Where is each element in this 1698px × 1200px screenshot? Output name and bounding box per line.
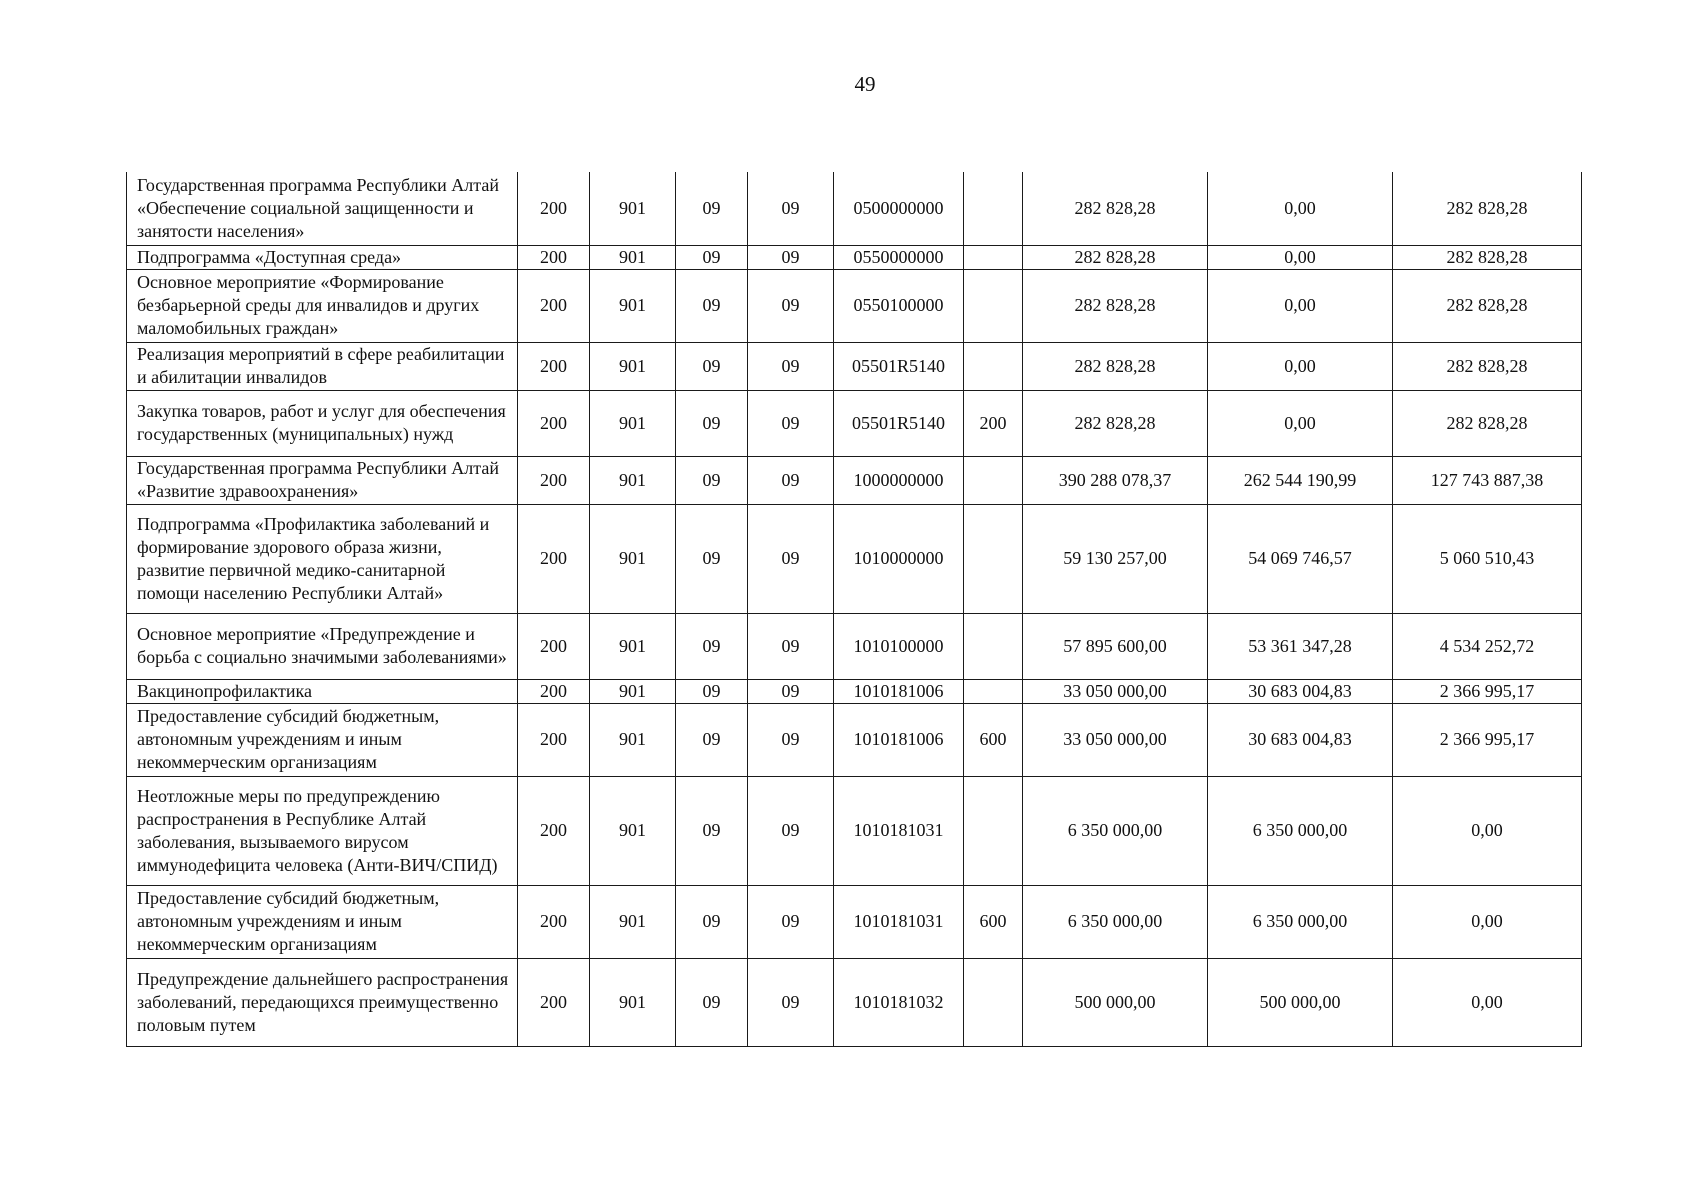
row-name: Государственная программа Республики Алтай «Развитие здравоохранения» [127, 456, 518, 504]
table-row [127, 613, 1582, 679]
row-expense-type [964, 342, 1023, 390]
row-code-2: 901 [590, 958, 676, 1046]
row-code-3: 09 [676, 269, 748, 342]
row-name: Подпрограмма «Профилактика заболеваний и формирование здорового образа жизни, развитие первичной медико-санитарной помощи населению Республики Алтай» [127, 504, 518, 613]
row-code-4: 09 [748, 504, 834, 613]
table-row [127, 679, 1582, 703]
row-code-2: 901 [590, 885, 676, 958]
row-sum-2: 53 361 347,28 [1208, 613, 1393, 679]
row-expense-type [964, 245, 1023, 269]
row-code-3: 09 [676, 958, 748, 1046]
row-code-2: 901 [590, 456, 676, 504]
table-row [127, 885, 1582, 958]
row-sum-2: 54 069 746,57 [1208, 504, 1393, 613]
row-code-2: 901 [590, 342, 676, 390]
table-row [127, 456, 1582, 504]
row-name: Закупка товаров, работ и услуг для обеспечения государственных (муниципальных) нужд [127, 390, 518, 456]
row-sum-2: 6 350 000,00 [1208, 776, 1393, 885]
row-target-article: 1010181031 [834, 885, 964, 958]
row-sum-2: 0,00 [1208, 342, 1393, 390]
row-code-1: 200 [518, 504, 590, 613]
row-target-article: 1010181006 [834, 703, 964, 776]
row-code-2: 901 [590, 245, 676, 269]
row-expense-type [964, 456, 1023, 504]
table-row [127, 245, 1582, 269]
row-sum-1: 59 130 257,00 [1023, 504, 1208, 613]
table-row [127, 342, 1582, 390]
row-code-2: 901 [590, 776, 676, 885]
row-expense-type [964, 504, 1023, 613]
row-code-4: 09 [748, 703, 834, 776]
row-code-2: 901 [590, 390, 676, 456]
row-code-4: 09 [748, 456, 834, 504]
row-target-article: 1010000000 [834, 504, 964, 613]
row-code-2: 901 [590, 172, 676, 245]
row-sum-2: 0,00 [1208, 245, 1393, 269]
row-code-4: 09 [748, 776, 834, 885]
row-code-1: 200 [518, 245, 590, 269]
row-code-4: 09 [748, 172, 834, 245]
row-name: Основное мероприятие «Формирование безбарьерной среды для инвалидов и других маломобильных граждан» [127, 269, 518, 342]
row-expense-type [964, 613, 1023, 679]
row-code-3: 09 [676, 456, 748, 504]
row-sum-3: 5 060 510,43 [1393, 504, 1582, 613]
row-name: Государственная программа Республики Алтай «Обеспечение социальной защищенности и занятости населения» [127, 172, 518, 245]
row-code-1: 200 [518, 885, 590, 958]
row-code-4: 09 [748, 613, 834, 679]
row-code-4: 09 [748, 679, 834, 703]
row-code-3: 09 [676, 679, 748, 703]
row-name: Реализация мероприятий в сфере реабилитации и абилитации инвалидов [127, 342, 518, 390]
row-sum-2: 500 000,00 [1208, 958, 1393, 1046]
row-target-article: 1010181006 [834, 679, 964, 703]
row-sum-1: 33 050 000,00 [1023, 703, 1208, 776]
table-row [127, 776, 1582, 885]
row-target-article: 1010181032 [834, 958, 964, 1046]
row-sum-2: 262 544 190,99 [1208, 456, 1393, 504]
table-row [127, 172, 1582, 245]
row-sum-2: 6 350 000,00 [1208, 885, 1393, 958]
row-code-1: 200 [518, 613, 590, 679]
row-code-4: 09 [748, 269, 834, 342]
row-sum-3: 0,00 [1393, 958, 1582, 1046]
row-sum-2: 30 683 004,83 [1208, 679, 1393, 703]
row-code-1: 200 [518, 269, 590, 342]
row-expense-type [964, 776, 1023, 885]
row-sum-2: 0,00 [1208, 390, 1393, 456]
row-name: Подпрограмма «Доступная среда» [127, 245, 518, 269]
row-code-4: 09 [748, 390, 834, 456]
row-code-3: 09 [676, 504, 748, 613]
row-sum-1: 500 000,00 [1023, 958, 1208, 1046]
row-target-article: 0550000000 [834, 245, 964, 269]
row-sum-3: 0,00 [1393, 776, 1582, 885]
row-code-1: 200 [518, 456, 590, 504]
row-sum-1: 390 288 078,37 [1023, 456, 1208, 504]
row-expense-type [964, 958, 1023, 1046]
row-expense-type: 200 [964, 390, 1023, 456]
row-sum-3: 282 828,28 [1393, 245, 1582, 269]
row-sum-3: 0,00 [1393, 885, 1582, 958]
row-target-article: 05501R5140 [834, 342, 964, 390]
row-expense-type: 600 [964, 703, 1023, 776]
row-name: Неотложные меры по предупреждению распространения в Республике Алтай заболевания, вызываемого вирусом иммунодефицита человека (Анти-ВИЧ/СПИД) [127, 776, 518, 885]
row-code-3: 09 [676, 172, 748, 245]
row-name: Предоставление субсидий бюджетным, автономным учреждениям и иным некоммерческим организациям [127, 703, 518, 776]
row-code-3: 09 [676, 245, 748, 269]
row-code-1: 200 [518, 390, 590, 456]
row-code-1: 200 [518, 703, 590, 776]
row-sum-3: 282 828,28 [1393, 390, 1582, 456]
row-target-article: 1000000000 [834, 456, 964, 504]
row-sum-1: 6 350 000,00 [1023, 776, 1208, 885]
row-code-1: 200 [518, 172, 590, 245]
row-code-2: 901 [590, 269, 676, 342]
row-expense-type [964, 172, 1023, 245]
row-code-3: 09 [676, 703, 748, 776]
row-code-2: 901 [590, 504, 676, 613]
row-code-1: 200 [518, 342, 590, 390]
row-sum-2: 30 683 004,83 [1208, 703, 1393, 776]
row-sum-1: 33 050 000,00 [1023, 679, 1208, 703]
row-target-article: 1010100000 [834, 613, 964, 679]
row-expense-type [964, 269, 1023, 342]
row-code-1: 200 [518, 958, 590, 1046]
row-sum-3: 4 534 252,72 [1393, 613, 1582, 679]
row-code-4: 09 [748, 342, 834, 390]
table-row [127, 269, 1582, 342]
row-sum-1: 6 350 000,00 [1023, 885, 1208, 958]
row-target-article: 0500000000 [834, 172, 964, 245]
row-code-3: 09 [676, 342, 748, 390]
row-sum-3: 282 828,28 [1393, 342, 1582, 390]
row-code-4: 09 [748, 958, 834, 1046]
row-sum-1: 57 895 600,00 [1023, 613, 1208, 679]
row-sum-3: 2 366 995,17 [1393, 703, 1582, 776]
row-code-1: 200 [518, 776, 590, 885]
table-row [127, 504, 1582, 613]
row-code-2: 901 [590, 613, 676, 679]
row-expense-type: 600 [964, 885, 1023, 958]
table-row [127, 390, 1582, 456]
row-sum-2: 0,00 [1208, 172, 1393, 245]
row-sum-1: 282 828,28 [1023, 172, 1208, 245]
row-code-3: 09 [676, 613, 748, 679]
row-sum-1: 282 828,28 [1023, 390, 1208, 456]
row-target-article: 1010181031 [834, 776, 964, 885]
row-sum-2: 0,00 [1208, 269, 1393, 342]
row-sum-1: 282 828,28 [1023, 245, 1208, 269]
page-number: 49 [854, 72, 876, 96]
budget-table-body [127, 172, 1582, 1046]
table-row [127, 958, 1582, 1046]
row-code-4: 09 [748, 245, 834, 269]
row-sum-1: 282 828,28 [1023, 269, 1208, 342]
row-target-article: 0550100000 [834, 269, 964, 342]
row-code-2: 901 [590, 703, 676, 776]
row-sum-3: 282 828,28 [1393, 269, 1582, 342]
row-name: Вакцинопрофилактика [127, 679, 518, 703]
row-sum-3: 2 366 995,17 [1393, 679, 1582, 703]
table-row [127, 703, 1582, 776]
row-code-2: 901 [590, 679, 676, 703]
row-name: Предоставление субсидий бюджетным, автономным учреждениям и иным некоммерческим организациям [127, 885, 518, 958]
row-name: Предупреждение дальнейшего распространения заболеваний, передающихся преимущественно половым путем [127, 958, 518, 1046]
row-target-article: 05501R5140 [834, 390, 964, 456]
row-code-3: 09 [676, 390, 748, 456]
row-sum-3: 127 743 887,38 [1393, 456, 1582, 504]
row-sum-1: 282 828,28 [1023, 342, 1208, 390]
row-code-3: 09 [676, 885, 748, 958]
row-code-1: 200 [518, 679, 590, 703]
row-code-3: 09 [676, 776, 748, 885]
row-sum-3: 282 828,28 [1393, 172, 1582, 245]
row-name: Основное мероприятие «Предупреждение и борьба с социально значимыми заболеваниями» [127, 613, 518, 679]
budget-table [126, 172, 1582, 1047]
row-expense-type [964, 679, 1023, 703]
row-code-4: 09 [748, 885, 834, 958]
